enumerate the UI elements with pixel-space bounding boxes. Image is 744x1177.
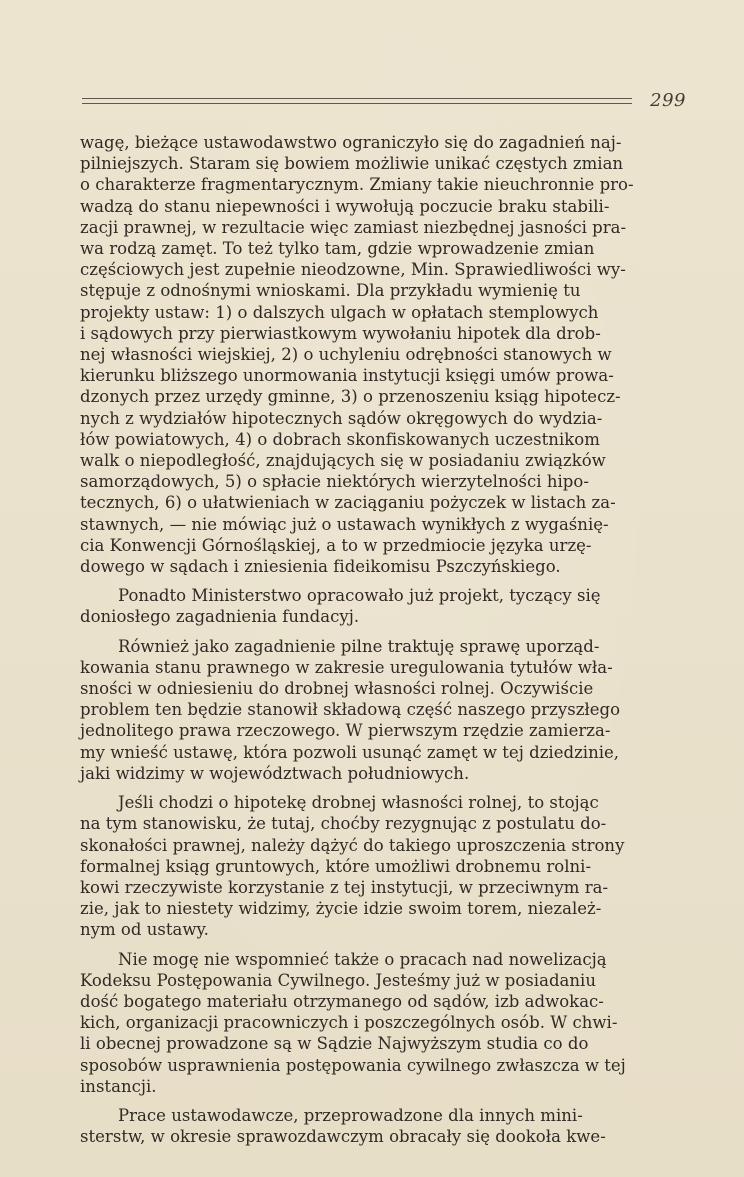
text-line: doniosłego zagadnienia fundacyj. xyxy=(80,607,360,627)
text-line: zie, jak to niestety widzimy, życie idzie swoim torem, niezależ- xyxy=(80,899,602,919)
text-line: nej własności wiejskiej, 2) o uchyleniu odrębności stanowych w xyxy=(80,345,612,365)
text-line: formalnej ksiąg gruntowych, które umożliwi drobnemu rolni- xyxy=(80,856,592,876)
text-line: tecznych, 6) o ułatwieniach w zaciąganiu pożyczek w listach za- xyxy=(80,493,616,513)
text-line: o charakterze fragmentarycznym. Zmiany takie nieuchronnie pro- xyxy=(80,175,634,195)
paragraph xyxy=(80,949,680,1097)
body-text xyxy=(80,132,680,1147)
text-line: na tym stanowisku, że tutaj, choćby rezygnując z postulatu do- xyxy=(80,814,607,834)
text-line: nym od ustawy. xyxy=(80,920,209,940)
text-line: walk o niepodległość, znajdujących się w posiadaniu związków xyxy=(80,451,606,471)
paragraph xyxy=(80,585,680,627)
text-line: i sądowych przy pierwiastkowym wywołaniu hipotek dla drob- xyxy=(80,323,601,343)
text-line: kowi rzeczywiste korzystanie z tej instytucji, w przeciwnym ra- xyxy=(80,877,609,897)
page-header xyxy=(82,92,686,112)
text-line: jednolitego prawa rzeczowego. W pierwszym rzędzie zamierza- xyxy=(80,721,611,741)
text-line: kierunku bliższego unormowania instytucji księgi umów prowa- xyxy=(80,366,614,386)
text-line: stawnych, — nie mówiąc już o ustawach wynikłych z wygaśnię- xyxy=(80,514,609,534)
text-line: częściowych jest zupełnie nieodzowne, Min. Sprawiedliwości wy- xyxy=(80,260,626,280)
text-line: Nie mogę nie wspomnieć także o pracach nad nowelizacją xyxy=(118,949,607,969)
text-line: dość bogatego materiału otrzymanego od sądów, izb adwokac- xyxy=(80,991,604,1011)
text-line: dzonych przez urzędy gminne, 3) o przenoszeniu ksiąg hipotecz- xyxy=(80,387,621,407)
paragraph xyxy=(80,132,680,577)
text-line: kowania stanu prawnego w zakresie uregulowania tytułów wła- xyxy=(80,657,613,677)
text-line: łów powiatowych, 4) o dobrach skonfiskowanych uczestnikom xyxy=(80,429,600,449)
paragraph xyxy=(80,636,680,784)
paragraph xyxy=(80,1105,680,1147)
page-number: 299 xyxy=(650,90,686,111)
header-rule-bottom xyxy=(82,103,632,104)
text-line: problem ten będzie stanowił składową część naszego przyszłego xyxy=(80,700,621,720)
text-line: Również jako zagadnienie pilne traktuję sprawę uporząd- xyxy=(118,636,600,656)
text-line: pilniejszych. Staram się bowiem możliwie unikać częstych zmian xyxy=(80,154,624,174)
text-line: Kodeksu Postępowania Cywilnego. Jesteśmy już w posiadaniu xyxy=(80,970,596,990)
text-line: my wnieść ustawę, która pozwoli usunąć zamęt w tej dziedzinie, xyxy=(80,742,620,762)
text-line: Prace ustawodawcze, przeprowadzone dla innych mini- xyxy=(118,1105,583,1125)
text-line: Jeśli chodzi o hipotekę drobnej własności rolnej, to stojąc xyxy=(118,793,599,813)
text-line: jaki widzimy w województwach południowych. xyxy=(80,763,470,783)
text-line: nych z wydziałów hipotecznych sądów okręgowych do wydzia- xyxy=(80,408,603,428)
text-line: wa rodzą zamęt. To też tylko tam, gdzie wprowadzenie zmian xyxy=(80,239,595,259)
text-line: stępuje z odnośnymi wnioskami. Dla przykładu wymienię tu xyxy=(80,281,581,301)
text-line: sności w odniesieniu do drobnej własności rolnej. Oczywiście xyxy=(80,679,594,699)
text-line: wadzą do stanu niepewności i wywołują poczucie braku stabili- xyxy=(80,196,610,216)
text-line: wagę, bieżące ustawodawstwo ograniczyło się do zagadnień naj- xyxy=(80,133,622,152)
text-line: instancji. xyxy=(80,1076,157,1096)
paragraph xyxy=(80,792,680,940)
text-line: sposobów usprawnienia postępowania cywilnego zwłaszcza w tej xyxy=(80,1055,626,1075)
text-line: li obecnej prowadzone są w Sądzie Najwyższym studia co do xyxy=(80,1034,589,1054)
text-line: skonałości prawnej, należy dążyć do takiego uproszczenia strony xyxy=(80,835,625,855)
text-line: Ponadto Ministerstwo opracowało już projekt, tyczący się xyxy=(118,586,601,606)
text-line: dowego w sądach i zniesienia fideikomisu Pszczyńskiego. xyxy=(80,557,561,577)
header-rule-top xyxy=(82,98,632,99)
text-line: kich, organizacji pracowniczych i poszczególnych osób. W chwi- xyxy=(80,1013,618,1033)
text-line: sterstw, w okresie sprawozdawczym obracały się dookoła kwe- xyxy=(80,1127,606,1147)
text-line: zacji prawnej, w rezultacie więc zamiast niezbędnej jasności pra- xyxy=(80,217,627,237)
text-line: projekty ustaw: 1) o dalszych ulgach w opłatach stemplowych xyxy=(80,302,599,322)
text-line: cia Konwencji Górnośląskiej, a to w przedmiocie języka urzę- xyxy=(80,535,592,555)
text-line: samorządowych, 5) o spłacie niektórych wierzytelności hipo- xyxy=(80,472,589,492)
